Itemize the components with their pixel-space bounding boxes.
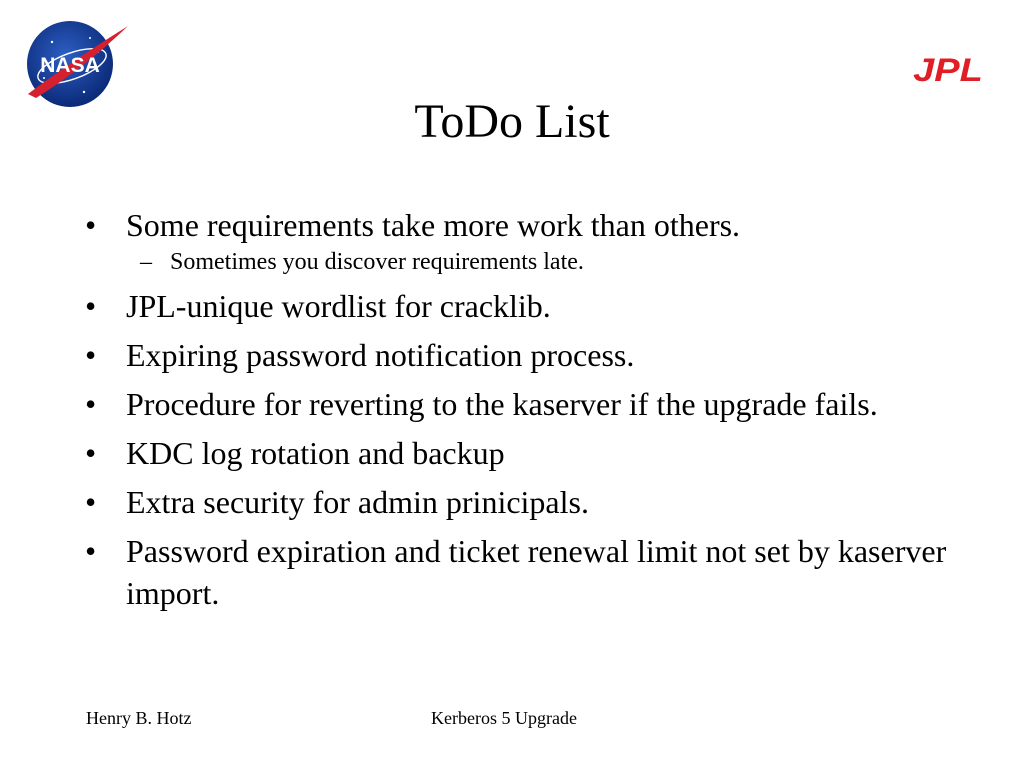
bullet-text: JPL-unique wordlist for cracklib. [126, 288, 551, 324]
footer-author: Henry B. Hotz [86, 708, 192, 728]
sub-bullet-item [0, 247, 1024, 277]
nasa-logo-text: NASA [40, 54, 100, 77]
bullet-item [0, 432, 1024, 474]
bullet-marker: • [85, 386, 97, 422]
bullet-marker: • [85, 337, 97, 373]
bullet-marker: • [85, 484, 97, 520]
bullet-text: Procedure for reverting to the kaserver if the upgrade fails. [126, 386, 878, 422]
sub-bullet-marker: – [140, 249, 152, 275]
bullet-item [0, 383, 1024, 425]
bullet-item [0, 285, 1024, 327]
bullet-text: KDC log rotation and backup [126, 435, 505, 471]
jpl-logo-text: JPL [913, 52, 983, 84]
bullet-marker: • [85, 533, 97, 569]
bullet-item [0, 530, 1024, 614]
bullet-item [0, 334, 1024, 376]
footer-presentation-title: Kerberos 5 Upgrade [431, 708, 577, 728]
sub-bullet-text: Sometimes you discover requirements late. [170, 249, 584, 275]
bullet-marker: • [85, 288, 97, 324]
bullet-marker: • [85, 435, 97, 471]
bullet-item [0, 481, 1024, 523]
bullet-text: Expiring password notification process. [126, 337, 635, 373]
bullet-marker: • [85, 207, 97, 243]
slide-title: ToDo List [414, 95, 610, 148]
bullet-text: Password expiration and ticket renewal limit not set by kaserver import. [126, 533, 947, 611]
jpl-logo [893, 52, 1003, 84]
bullet-text: Extra security for admin prinicipals. [126, 484, 589, 520]
bullet-text: Some requirements take more work than others. [126, 207, 741, 243]
bullet-list [0, 204, 1024, 621]
bullet-item [0, 204, 1024, 246]
